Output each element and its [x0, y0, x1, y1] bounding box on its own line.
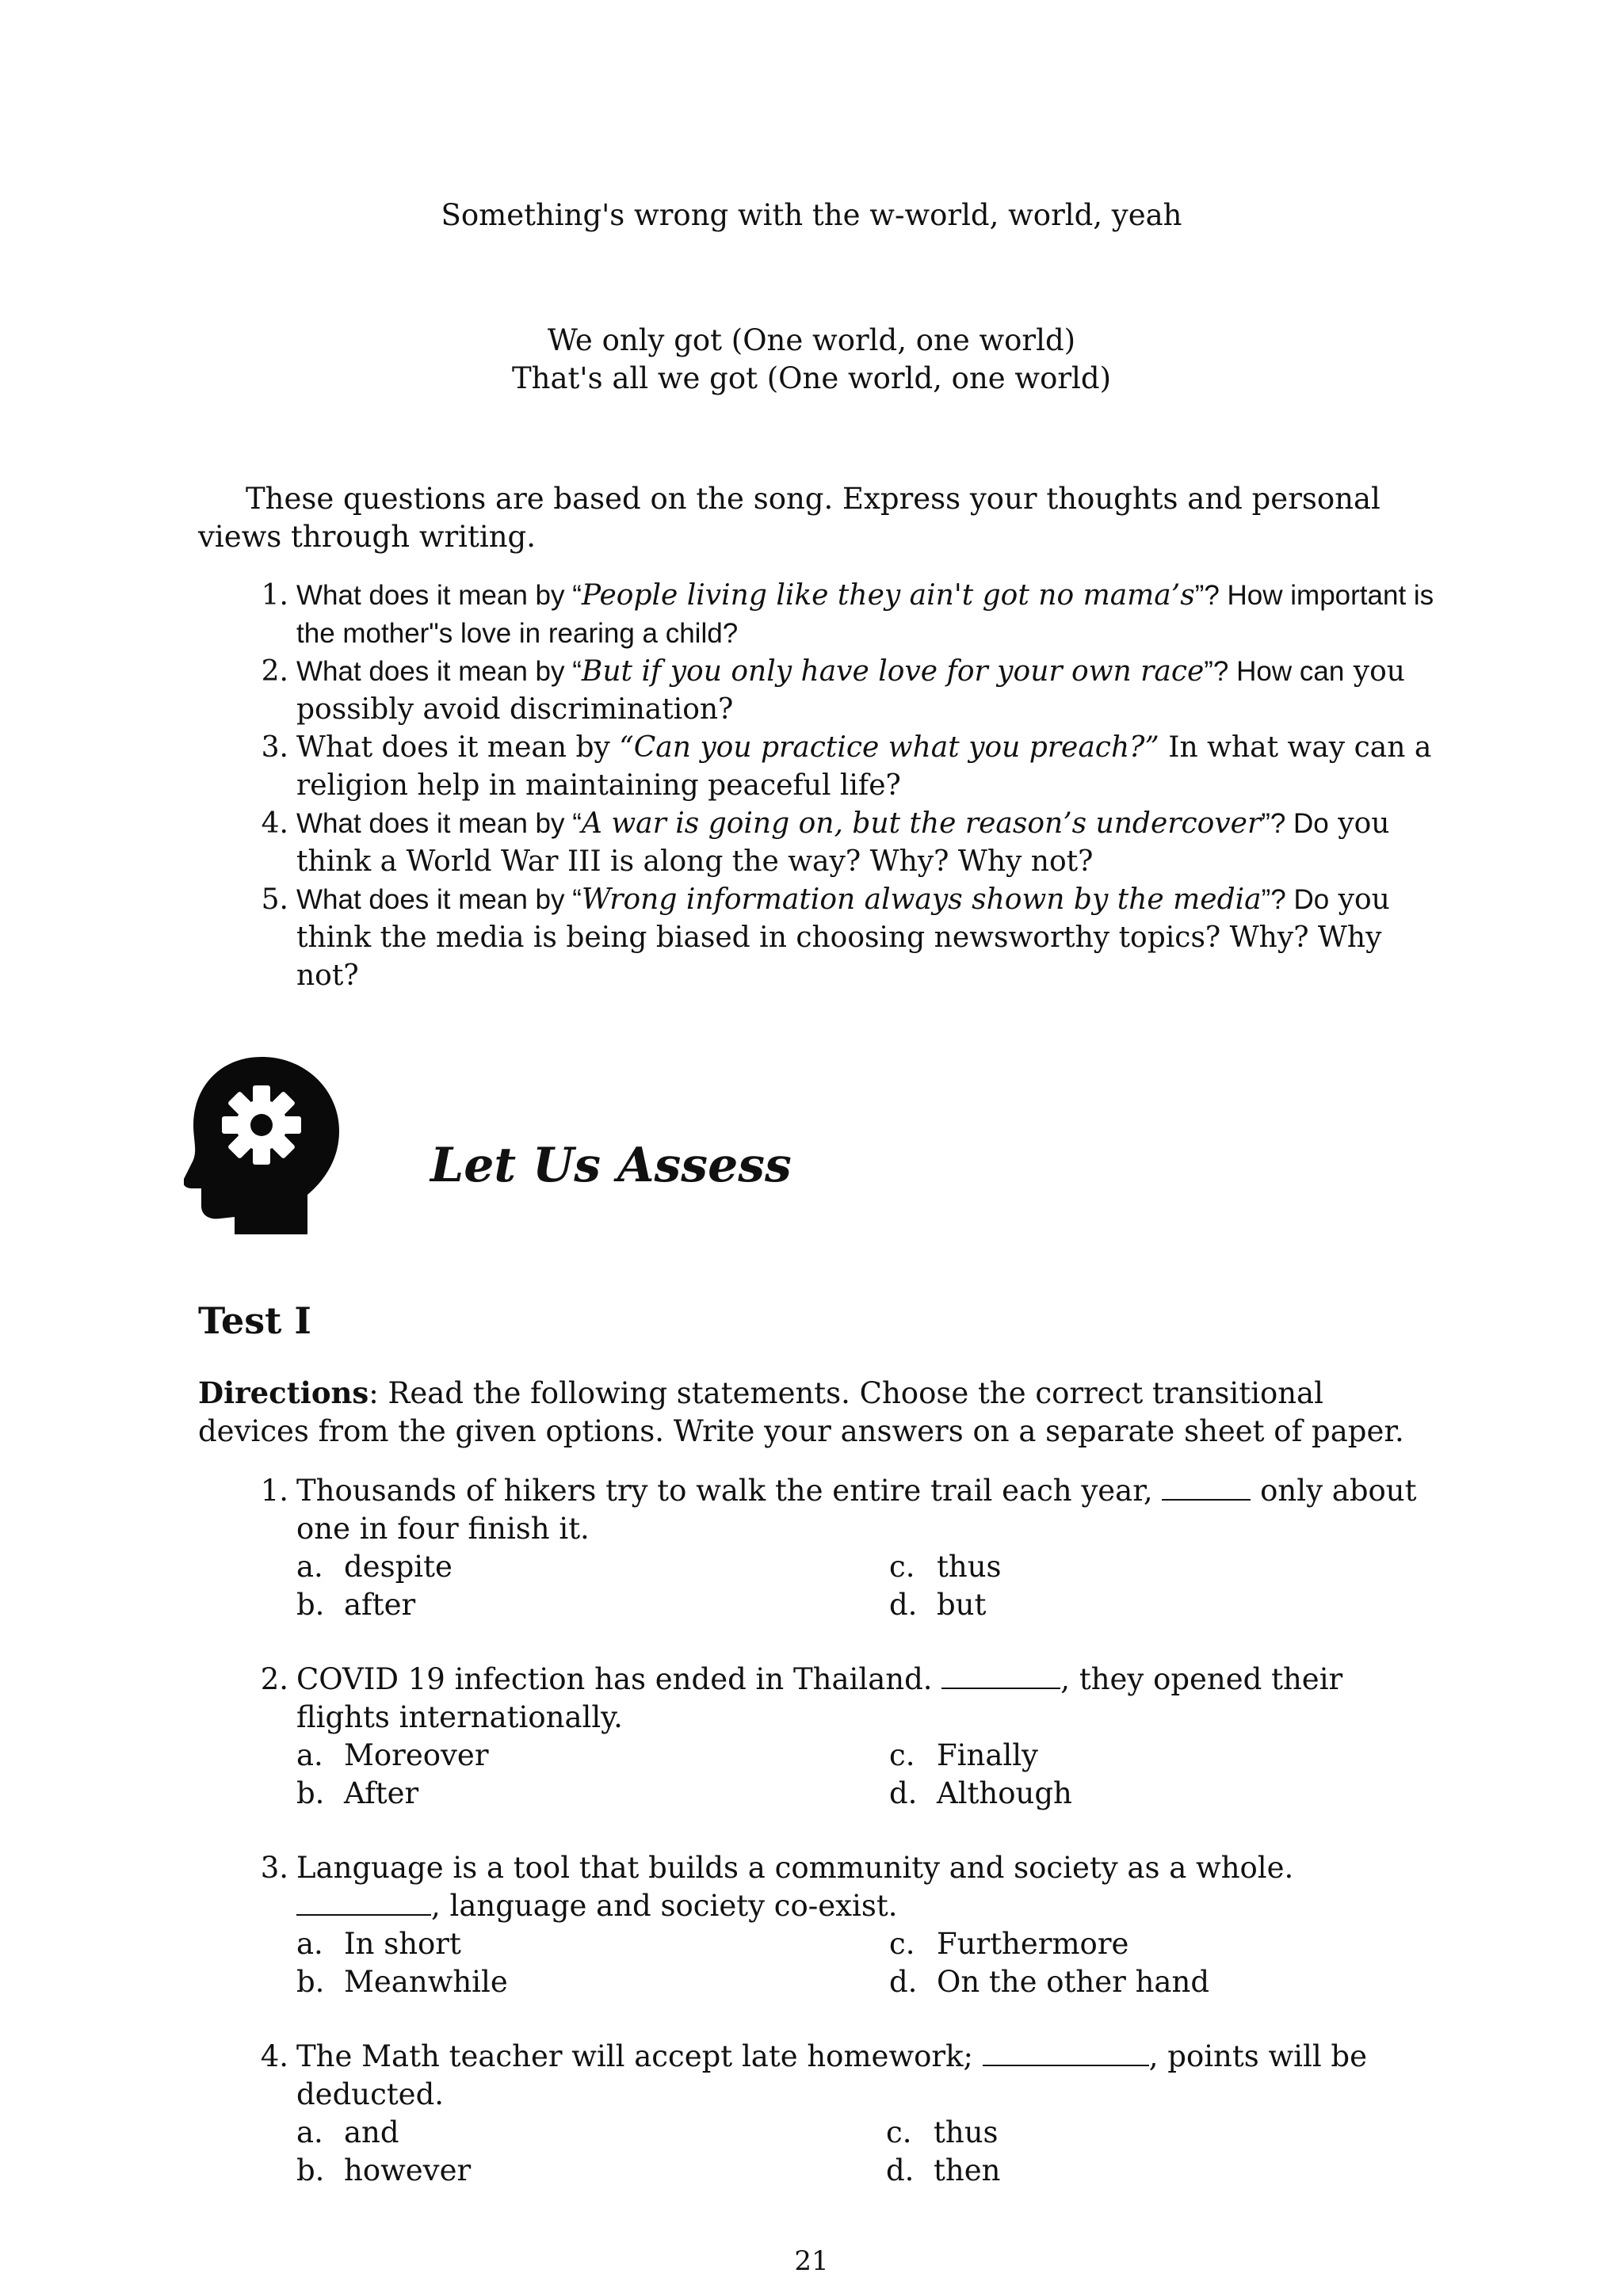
question-number: 5. — [261, 883, 288, 916]
item-number: 1. — [260, 1474, 288, 1508]
question-number: 4. — [261, 807, 288, 840]
item-text-after: , they opened their flights internationally. — [296, 1662, 1343, 1734]
question-lead: What does it mean by “ — [296, 656, 582, 687]
item-text-before: Thousands of hikers try to walk the entire trail each year, — [296, 1474, 1163, 1508]
intro-text: These questions are based on the song. Express your thoughts and personal views through writing. — [198, 482, 1381, 554]
test-item — [198, 1472, 1434, 1624]
item-number: 3. — [260, 1851, 288, 1885]
item-text-after: , points will be deducted. — [296, 2039, 1368, 2111]
answer-blank — [296, 1890, 431, 1916]
option-c: c. thus — [886, 2115, 999, 2149]
option-a: a. Moreover — [296, 1738, 489, 1772]
question-lead: What does it mean by “ — [296, 580, 582, 611]
item-number: 2. — [260, 1662, 288, 1696]
item-text-before: Language is a tool that builds a community and society as a whole. — [296, 1851, 1294, 1885]
lyric-line: That's all we got (One world, one world) — [511, 361, 1112, 395]
item-stem — [198, 1849, 1434, 1925]
lyric-line: We only got (One world, one world) — [547, 323, 1076, 357]
item-number: 4. — [260, 2039, 288, 2073]
item-text-before: COVID 19 infection has ended in Thailand. — [296, 1662, 942, 1696]
question-number: 1. — [261, 579, 288, 612]
options-grid — [198, 1737, 1434, 1813]
question-quote: Wrong information always shown by the media — [581, 883, 1262, 916]
directions-text: : Read the following statements. Choose the correct transitional devices from the given options. Write your answers on a separate sheet of paper. — [198, 1376, 1404, 1448]
question-list — [198, 577, 1434, 995]
question-close: ”? Do — [1261, 884, 1330, 915]
option-b: b. After — [296, 1776, 419, 1810]
question-close: ”? Do — [1261, 808, 1329, 839]
test-item — [198, 2038, 1434, 2190]
question-rest: In what way can a religion help in maintaining peaceful life? — [296, 731, 1432, 802]
option-b: b. Meanwhile — [296, 1965, 508, 1999]
question-quote: People living like they ain't got no mama’s — [581, 579, 1195, 612]
question-quote: A war is going on, but the reason’s undercover — [581, 807, 1262, 840]
option-b: b. after — [296, 1588, 416, 1622]
question-item — [198, 729, 1434, 805]
question-lead: What does it mean by “ — [296, 808, 582, 839]
question-lead: What does it mean by — [296, 731, 620, 764]
lyric-line: Something's wrong with the w-world, world, yeah — [441, 198, 1182, 232]
question-quote: But if you only have love for your own race — [581, 655, 1205, 688]
test-item — [198, 1849, 1434, 2001]
question-close: ”? How important is the mother"s love in rearing a child? — [296, 580, 1434, 649]
question-rest: you think the media is being biased in choosing newsworthy topics? Why? Why not? — [296, 883, 1390, 992]
question-rest: you possibly avoid discrimination? — [296, 655, 1405, 726]
item-text-after: only about one in four finish it. — [296, 1474, 1417, 1546]
option-d: d. then — [886, 2153, 1001, 2187]
option-c: c. Finally — [889, 1738, 1038, 1772]
option-a: a. In short — [296, 1927, 461, 1961]
option-c: c. Furthermore — [889, 1927, 1129, 1961]
question-lead: What does it mean by “ — [296, 884, 582, 915]
question-number: 2. — [261, 655, 288, 688]
answer-blank — [1162, 1475, 1251, 1501]
option-a: a. despite — [296, 1550, 453, 1584]
page-number: 21 — [794, 2245, 829, 2277]
option-d: d. but — [889, 1588, 987, 1622]
question-item — [198, 881, 1434, 995]
directions-label: Directions — [198, 1375, 369, 1410]
option-c: c. thus — [889, 1550, 1002, 1584]
test-title: Test I — [198, 1299, 311, 1342]
question-item — [198, 653, 1434, 729]
item-stem — [198, 1472, 1434, 1548]
option-d: d. On the other hand — [889, 1965, 1210, 1999]
question-rest: you think a World War III is along the way? Why? Why not? — [296, 807, 1390, 878]
item-stem — [198, 1661, 1434, 1737]
section-title: Let Us Assess — [430, 1138, 792, 1193]
intro-paragraph — [198, 480, 1434, 556]
item-text-after: , language and society co-exist. — [431, 1889, 898, 1923]
directions-paragraph — [198, 1374, 1434, 1451]
question-item — [198, 805, 1434, 881]
options-grid — [198, 1548, 1434, 1624]
item-stem — [198, 2038, 1434, 2114]
answer-blank — [983, 2041, 1149, 2066]
option-b: b. however — [296, 2153, 472, 2187]
answer-blank — [941, 1664, 1060, 1689]
question-number: 3. — [261, 731, 288, 764]
question-item — [198, 577, 1434, 653]
question-quote: “Can you practice what you preach?” — [619, 731, 1159, 764]
question-close: ”? How can — [1204, 656, 1345, 687]
options-grid — [198, 2114, 1434, 2190]
option-d: d. Although — [889, 1776, 1072, 1810]
options-grid — [198, 1925, 1434, 2001]
head-gear-icon — [184, 1052, 339, 1234]
test-item — [198, 1661, 1434, 1813]
item-text-before: The Math teacher will accept late homework; — [296, 2039, 983, 2073]
option-a: a. and — [296, 2115, 399, 2149]
